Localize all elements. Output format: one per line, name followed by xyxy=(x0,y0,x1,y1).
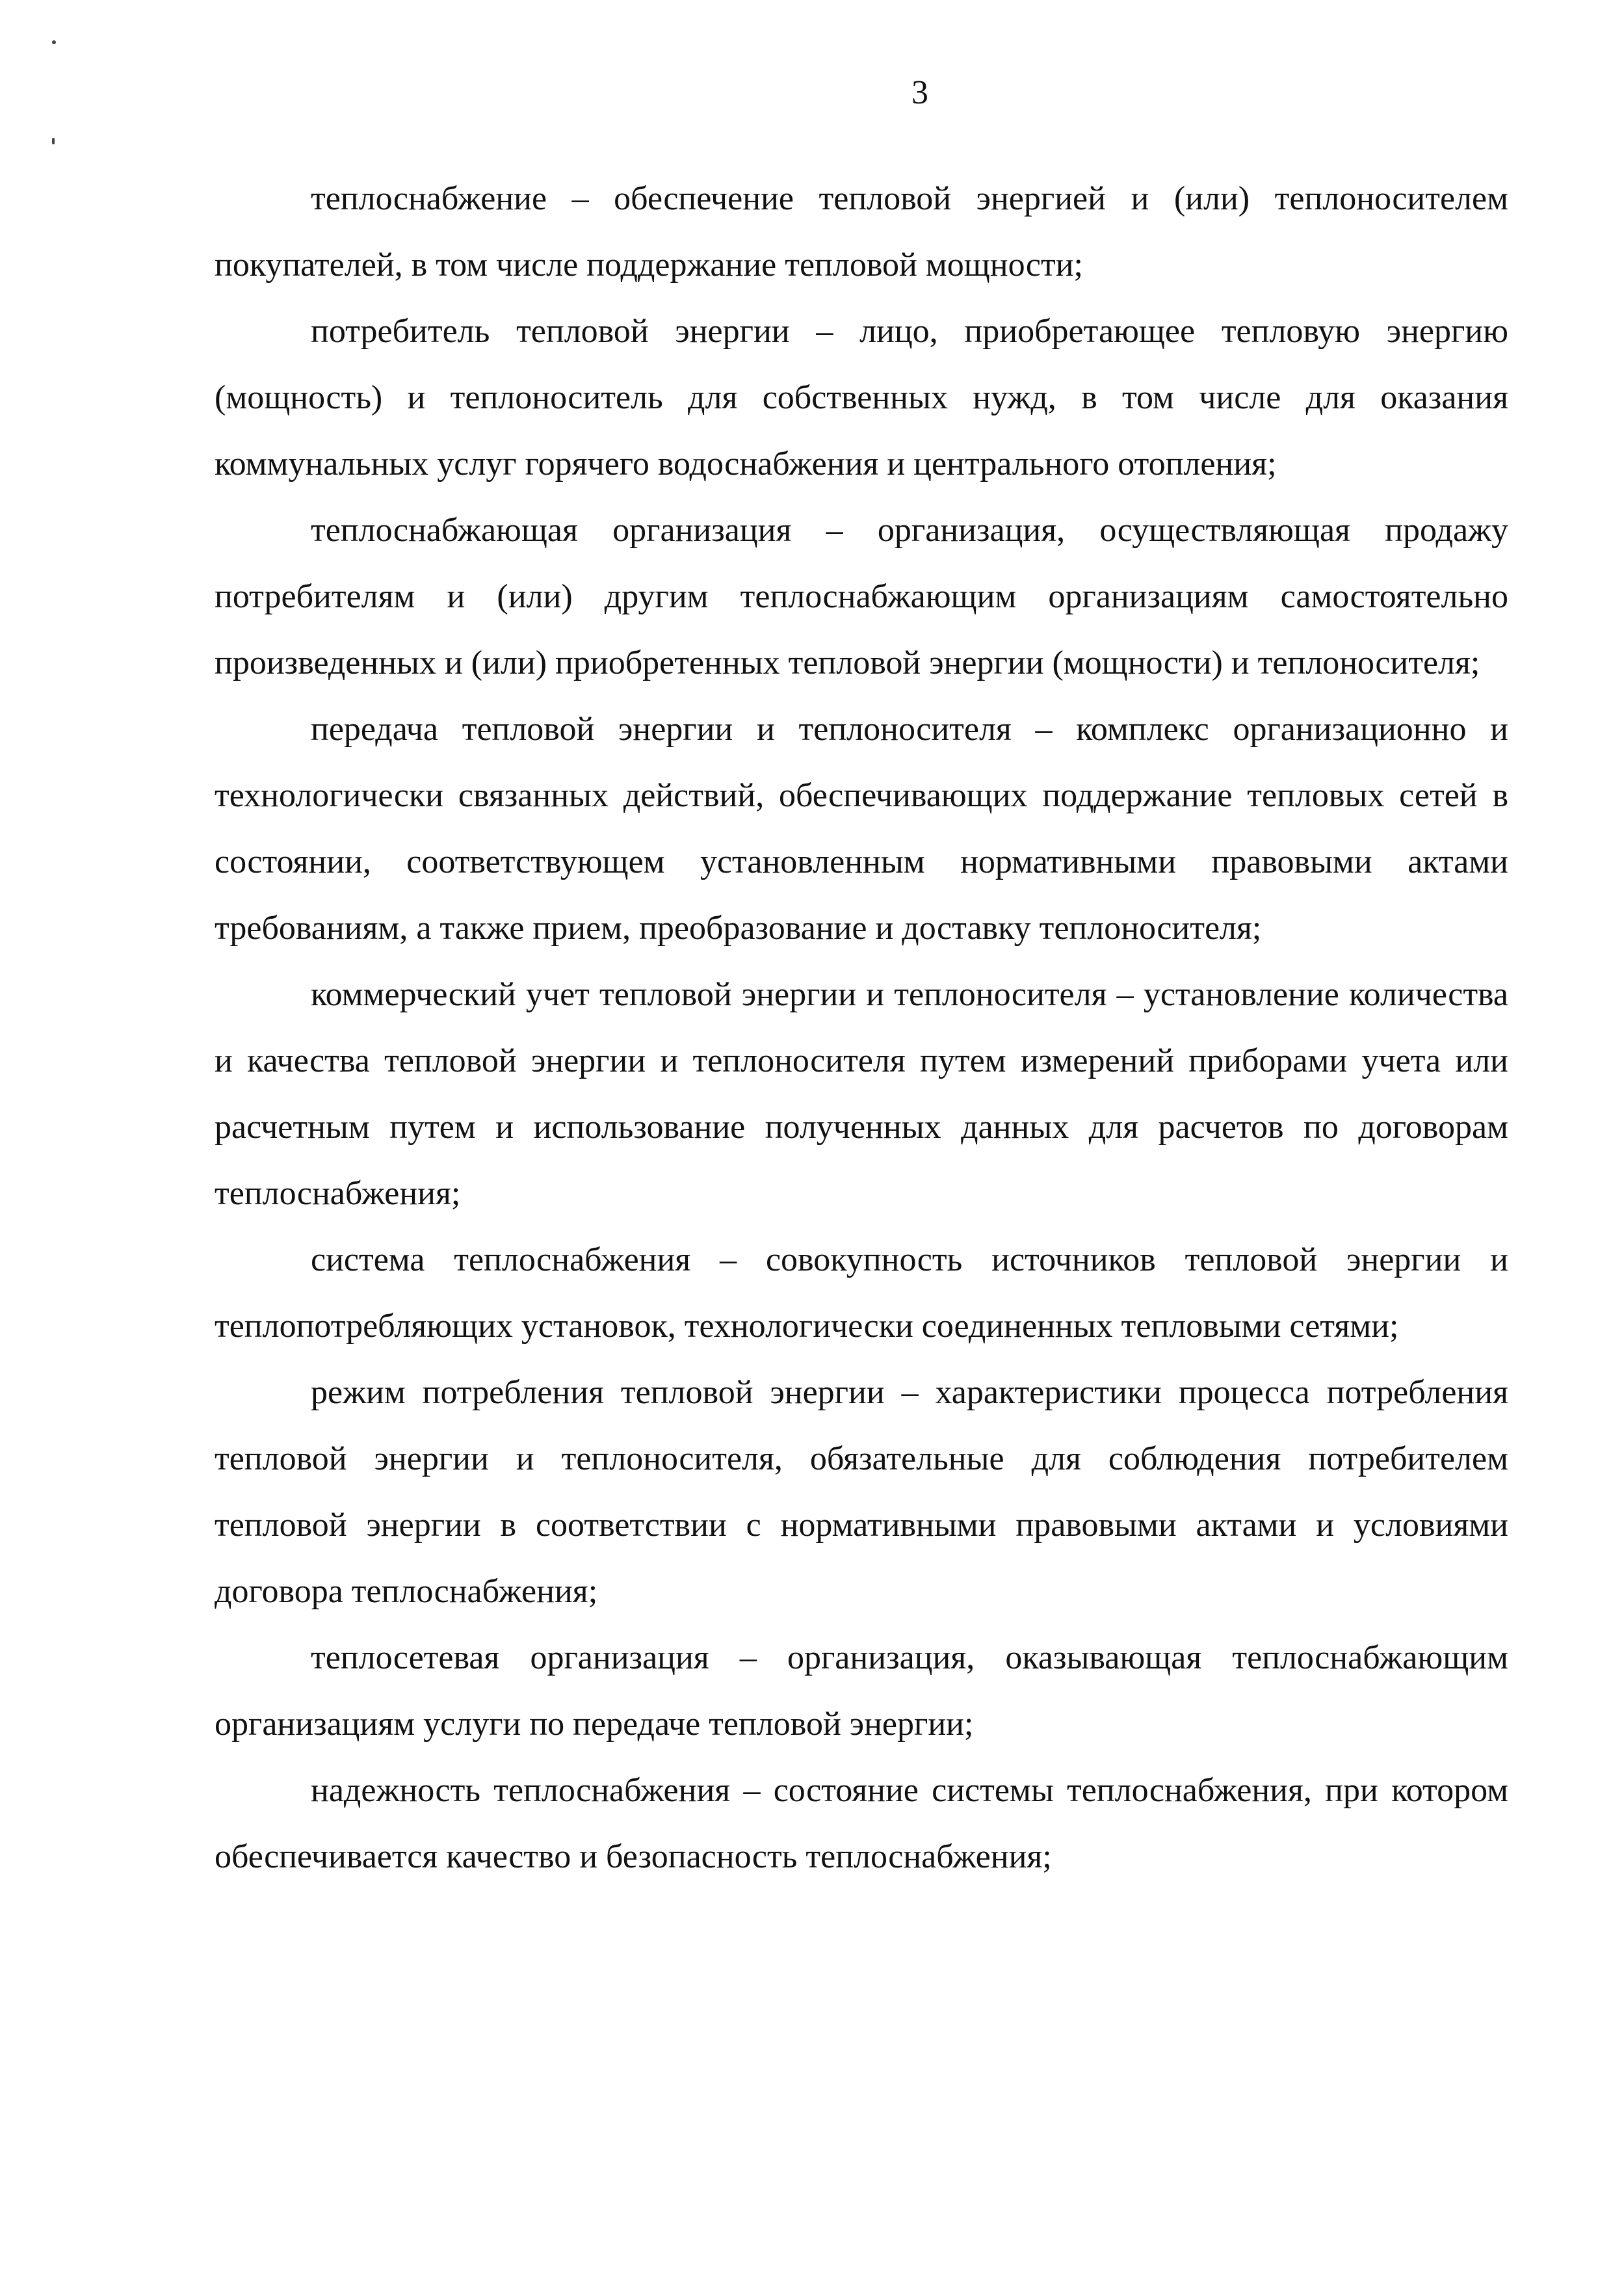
definition-paragraph: теплоснабжающая организация – организация, осуществляющая продажу потребителям и (или) другим теплоснабжающим организациям самостоятельно произведенных и (или) приобретенных тепловой энергии (мощности) и теплоносителя; xyxy=(215,512,1508,681)
definition-paragraph: теплосетевая организация – организация, оказывающая теплоснабжающим организациям услуги по передаче тепловой энергии; xyxy=(215,1639,1508,1743)
scan-speck xyxy=(52,138,55,144)
scan-speck xyxy=(52,40,56,44)
page-number: 3 xyxy=(911,74,928,111)
definition-paragraph: режим потребления тепловой энергии – характеристики процесса потребления тепловой энергии и теплоносителя, обязательные для соблюдения потребителем тепловой энергии в соответствии с нормативными правовыми актами и условиями договора теплоснабжения; xyxy=(215,1374,1508,1610)
definition-paragraph: потребитель тепловой энергии – лицо, приобретающее тепловую энергию (мощность) и теплоноситель для собственных нужд, в том числе для оказания коммунальных услуг горячего водоснабжения и центрального отопления; xyxy=(215,313,1508,482)
definition-paragraph: система теплоснабжения – совокупность источников тепловой энергии и теплопотребляющих установок, технологически соединенных тепловыми сетями; xyxy=(215,1241,1508,1345)
definition-paragraph: коммерческий учет тепловой энергии и теплоносителя – установление количества и качества тепловой энергии и теплоносителя путем измерений приборами учета или расчетным путем и использование полученных данных для расчетов по договорам теплоснабжения; xyxy=(215,976,1508,1212)
document-body xyxy=(215,166,1508,1890)
definition-paragraph: теплоснабжение – обеспечение тепловой энергией и (или) теплоносителем покупателей, в том числе поддержание тепловой мощности; xyxy=(215,180,1508,283)
definition-paragraph: передача тепловой энергии и теплоносителя – комплекс организационно и технологически связанных действий, обеспечивающих поддержание тепловых сетей в состоянии, соответствующем установленным нормативными правовыми актами требованиям, а также прием, преобразование и доставку теплоносителя; xyxy=(215,711,1508,947)
definition-paragraph: надежность теплоснабжения – состояние системы теплоснабжения, при котором обеспечивается качество и безопасность теплоснабжения; xyxy=(215,1772,1508,1875)
